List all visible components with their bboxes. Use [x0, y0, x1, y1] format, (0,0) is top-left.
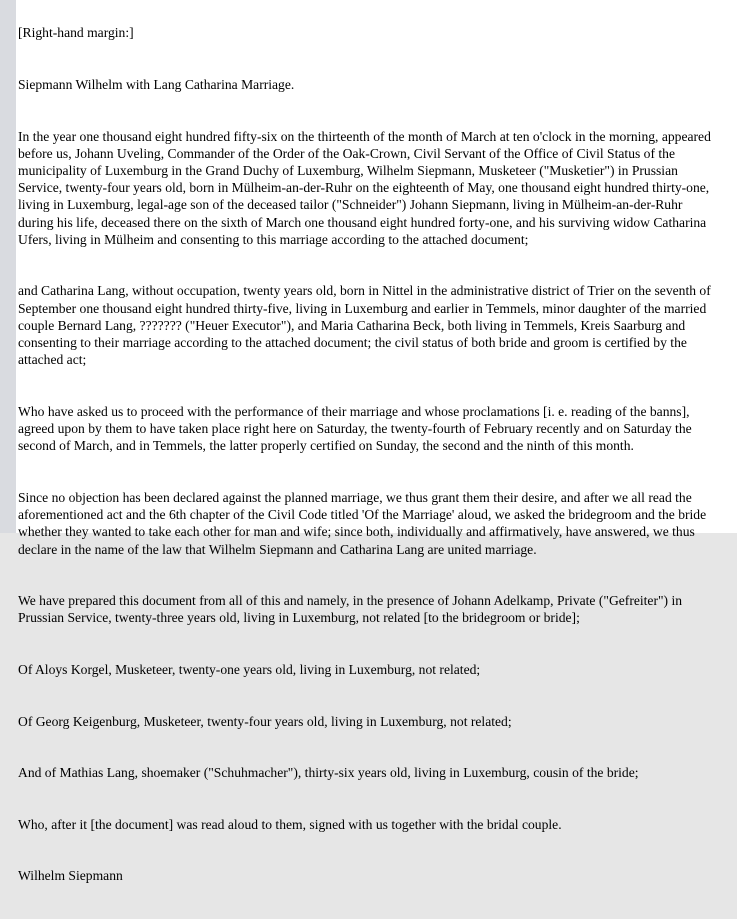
- paragraph-2: and Catharina Lang, without occupation, twenty years old, born in Nittel in the administrative district of Trier on the seventh of September one thousand eight hundred thirty-five, living in Luxemburg and earlier in Temmels, minor daughter of the married couple Bernard Lang, ??????? ("Heuer Executor"), and Maria Catharina Beck, both living in Temmels, Kreis Saarburg and consenting to their marriage according to the attached document; the civil status of both bride and groom is certified by the attached act;: [18, 283, 715, 368]
- left-margin-gutter: [0, 0, 16, 533]
- paragraph-5: We have prepared this document from all of this and namely, in the presence of Johann Adelkamp, Private ("Gefreiter") in Prussian Service, twenty-three years old, living in Luxemburg, not related [to the bridegroom or bride];: [18, 593, 686, 626]
- paragraph-8: And of Mathias Lang, shoemaker ("Schuhmacher"), thirty-six years old, living in Luxemburg, cousin of the bride;: [18, 765, 639, 781]
- footer-fragment: Wilhelm Siepmann: [18, 868, 123, 884]
- right-margin-gutter: [721, 0, 737, 533]
- document-page[interactable]: [16, 0, 721, 884]
- document-title: Siepmann Wilhelm with Lang Catharina Marriage.: [18, 77, 295, 93]
- paragraph-9: Who, after it [the document] was read aloud to them, signed with us together with the bridal couple.: [18, 816, 562, 832]
- paragraph-1: In the year one thousand eight hundred fifty-six on the thirteenth of the month of March at ten o'clock in the morning, appeared before us, Johann Uveling, Commander of the Order of the Oak-Crown, Civil Servant of the Office of Civil Status of the municipality of Luxemburg in the Grand Duchy of Luxemburg, Wilhelm Siepmann, Musketeer ("Musketier") in Prussian Service, twenty-four years old, born in Mülheim-an-der-Ruhr on the eighteenth of May, one thousand eight hundred thirty-one, living in Luxemburg, legal-age son of the deceased tailor ("Schneider") Johann Siepmann, living in Mülheim-an-der-Ruhr during his life, deceased there on the sixth of March one thousand eight hundred forty-one, and his surviving widow Catharina Ufers, living in Mülheim and consenting to this marriage according to the attached document;: [18, 128, 715, 247]
- paragraph-3: Who have asked us to proceed with the performance of their marriage and whose proclamations [i. e. reading of the banns], agreed upon by them to have taken place right here on Saturday, the twenty-fourth of February recently and on Saturday the second of March, and in Temmels, the latter properly certified on Sunday, the second and the ninth of this month.: [18, 403, 696, 454]
- paragraph-4: Since no objection has been declared against the planned marriage, we thus grant them their desire, and after we all read the aforementioned act and the 6th chapter of the Civil Code titled 'Of the Marriage' aloud, we asked the bridegroom and the bride whether they wanted to take each other for man and wife; since both, individually and affirmatively, have answered, we thus declare in the name of the law that Wilhelm Siepmann and Catharina Lang are united marriage.: [18, 489, 710, 557]
- paragraph-7: Of Georg Keigenburg, Musketeer, twenty-four years old, living in Luxemburg, not related;: [18, 713, 512, 729]
- paragraph-6: Of Aloys Korgel, Musketeer, twenty-one years old, living in Luxemburg, not related;: [18, 661, 481, 677]
- header-fragment: [Right-hand margin:]: [18, 25, 134, 41]
- document-body[interactable]: [18, 0, 720, 919]
